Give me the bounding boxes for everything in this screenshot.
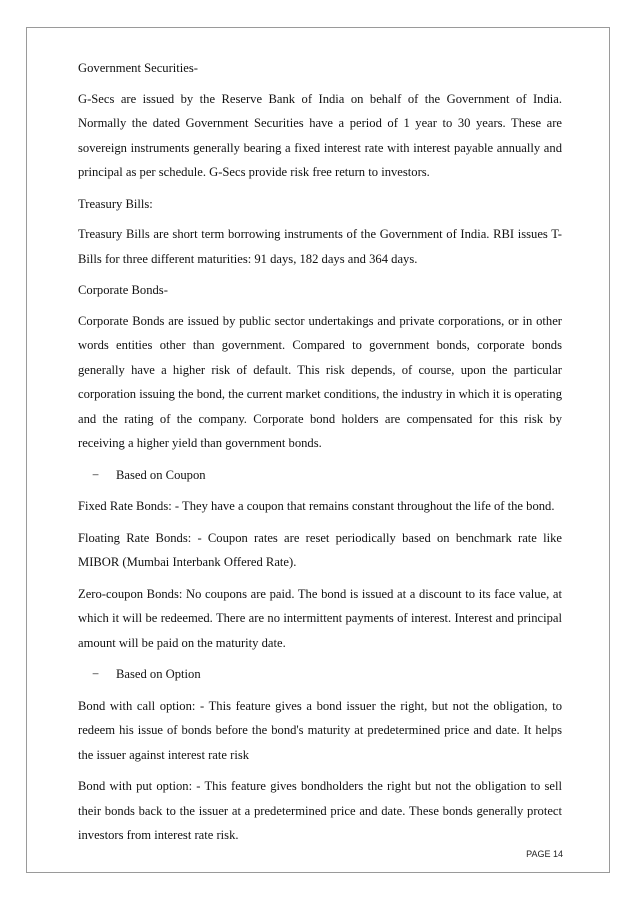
heading-government-securities: Government Securities- <box>78 61 198 75</box>
paragraph-treasury-bills: Treasury Bills are short term borrowing instruments of the Government of India. RBI issues T-Bills for three different maturities: 91 days, 182 days and 364 days. <box>78 227 562 266</box>
bullet-based-on-coupon <box>78 463 562 488</box>
bullet-label: Based on Coupon <box>116 467 206 482</box>
paragraph-floating-rate-bonds: Floating Rate Bonds: - Coupon rates are reset periodically based on benchmark rate like MIBOR (Mumbai Interbank Offered Rate). <box>78 530 562 569</box>
paragraph-put-option: Bond with put option: - This feature gives bondholders the right but not the obligation to sell their bonds back to the issuer at a predetermined price and date. These bonds generally protect investors from interest rate risk. <box>78 779 562 842</box>
bullet-based-on-option <box>78 662 562 687</box>
paragraph-fixed-rate-bonds: Fixed Rate Bonds: - They have a coupon that remains constant throughout the life of the bond. <box>78 499 555 513</box>
paragraph-corporate-bonds: Corporate Bonds are issued by public sector undertakings and private corporations, or in other words entities other than government. Compared to government bonds, corporate bonds generally have a higher risk of default. This risk depends, of course, upon the particular corporation issuing the bond, the current market conditions, the industry in which it is operating and the rating of the company. Corporate bond holders are compensated for this risk by receiving a higher yield than government bonds. <box>78 313 562 450</box>
heading-corporate-bonds: Corporate Bonds- <box>78 283 168 297</box>
paragraph-call-option: Bond with call option: - This feature gives a bond issuer the right, but not the obligation, to redeem his issue of bonds before the bond's maturity at predetermined price and date. It helps the issuer against interest rate risk <box>78 698 562 762</box>
paragraph-gsecs: G-Secs are issued by the Reserve Bank of India on behalf of the Government of India. Normally the dated Government Securities have a period of 1 year to 30 years. These are sovereign instruments generally bearing a fixed interest rate with interest payable annually and principal as per schedule. G-Secs provide risk free return to investors. <box>78 91 562 179</box>
dash-marker: − <box>92 667 100 681</box>
page-number: PAGE 14 <box>526 849 563 859</box>
dash-marker: − <box>92 467 100 482</box>
bullet-label: Based on Option <box>116 667 201 681</box>
heading-treasury-bills: Treasury Bills: <box>78 196 153 211</box>
paragraph-zero-coupon-bonds: Zero-coupon Bonds: No coupons are paid. The bond is issued at a discount to its face value, at which it will be redeemed. There are no intermittent payments of interest. Interest and principal amount will be paid on the maturity date. <box>78 586 562 650</box>
document-body <box>78 56 562 855</box>
